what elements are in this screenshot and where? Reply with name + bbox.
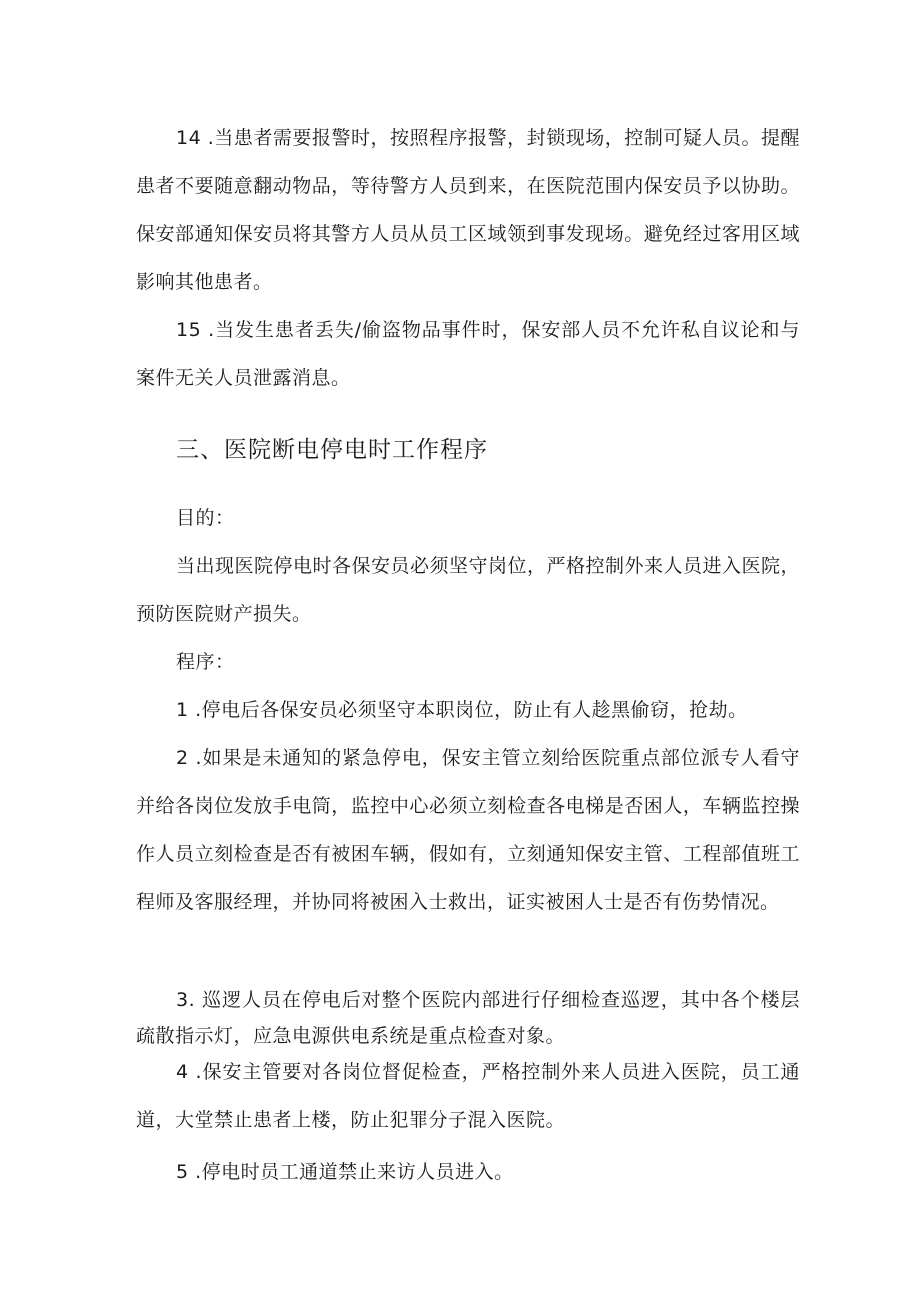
paragraph-item-14: 14 .当患者需要报警时，按照程序报警，封锁现场，控制可疑人员。提醒患者不要随意翻动物品，等待警方人员到来，在医院范围内保安员予以协助。保安部通知保安员将其警方人员从员工区域领到事发现场。避免经过客用区域影响其他患者。 <box>136 127 800 293</box>
purpose-label: 目的： <box>176 507 235 529</box>
paragraph-item-15: 15 .当发生患者丢失/偷盗物品事件时，保安部人员不允许私自议论和与案件无关人员泄露消息。 <box>136 319 800 389</box>
step-3: 3. 巡逻人员在停电后对整个医院内部进行仔细检查巡逻，其中各个楼层疏散指示灯，应急电源供电系统是重点检查对象。 <box>136 989 800 1047</box>
step-1: 1 .停电后各保安员必须坚守本职岗位，防止有人趁黑偷窃，抢劫。 <box>176 699 748 721</box>
procedure-label: 程序： <box>176 651 235 673</box>
step-5: 5 .停电时员工通道禁止来访人员进入。 <box>176 1161 514 1183</box>
section-title: 三、医院断电停电时工作程序 <box>176 437 488 463</box>
step-4: 4 .保安主管要对各岗位督促检查，严格控制外来人员进入医院，员工通道，大堂禁止患者上楼，防止犯罪分子混入医院。 <box>136 1061 800 1131</box>
purpose-text: 当出现医院停电时各保安员必须坚守岗位，严格控制外来人员进入医院，预防医院财产损失。 <box>136 555 801 625</box>
step-2: 2 .如果是未通知的紧急停电，保安主管立刻给医院重点部位派专人看守并给各岗位发放手电筒，监控中心必须立刻检查各电梯是否困人，车辆监控操作人员立刻检查是否有被困车辆，假如有，立刻通知保安主管、工程部值班工程师及客服经理，并协同将被困入士救出，证实被困人士是否有伤势情况。 <box>136 747 800 913</box>
